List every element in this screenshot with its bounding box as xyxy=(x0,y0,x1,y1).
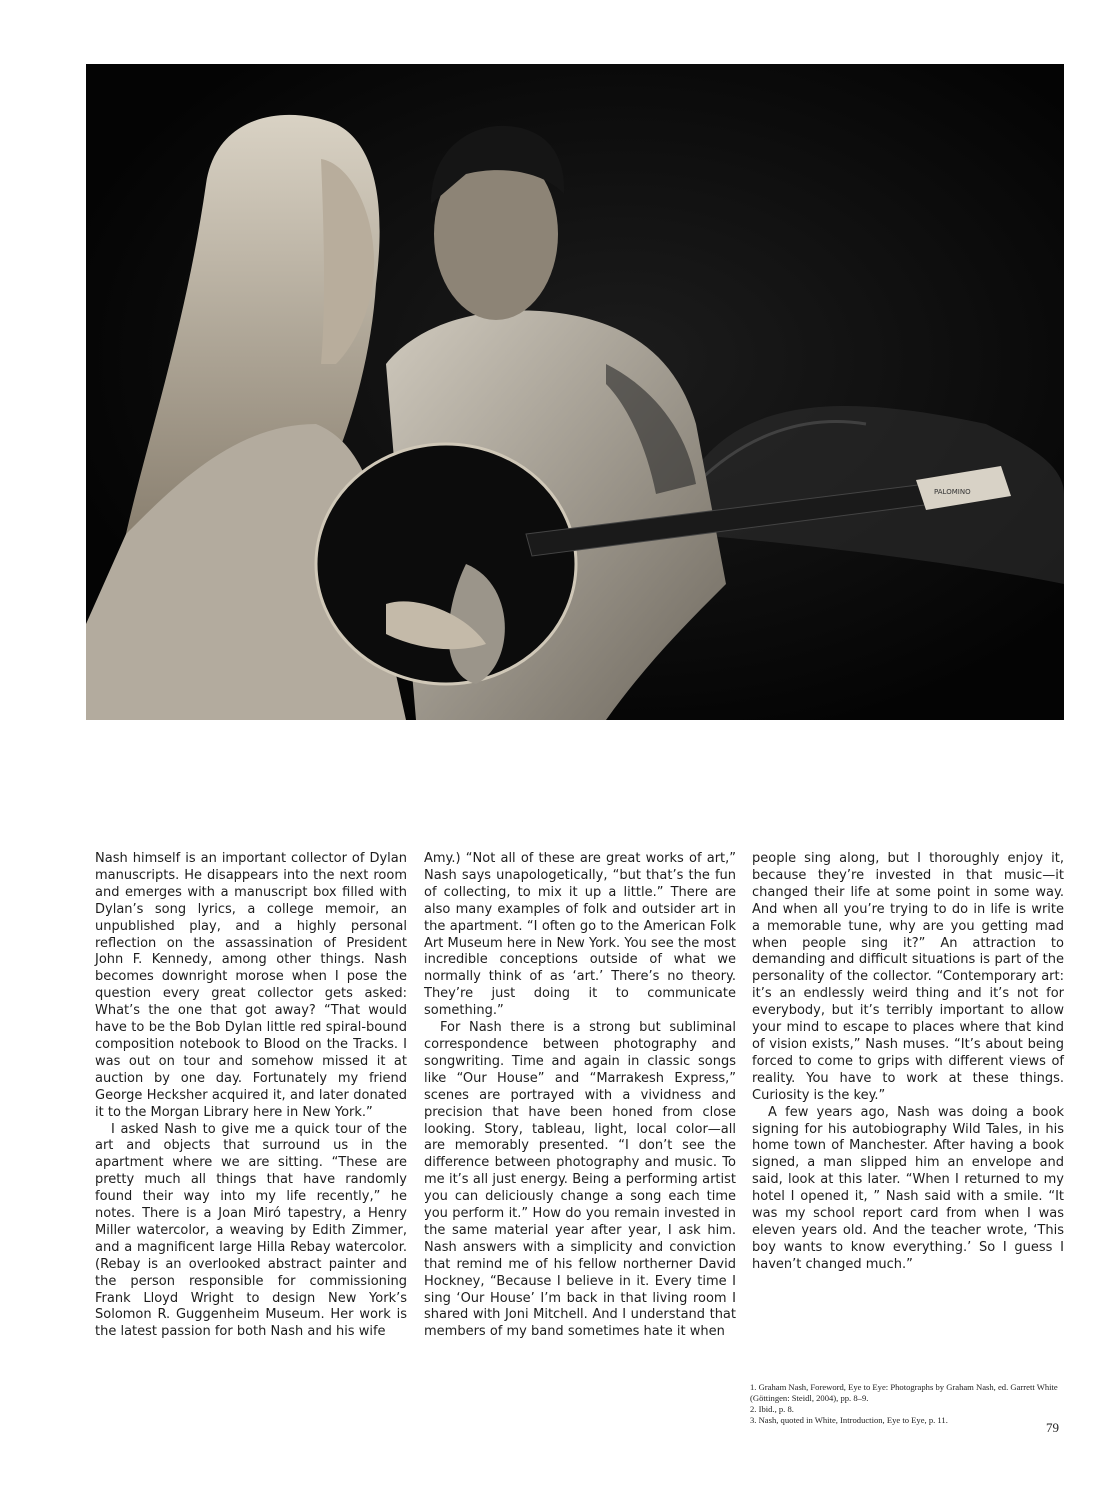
paragraph: I asked Nash to give me a quick tour of the art and objects that surround us in the apartment where we are sitting. “These are pretty much all things that have randomly found their way into my life recently,” he notes. There is a Joan Miró tapestry, a Henry Miller watercolor, a weaving by Edith Zimmer, and a magnificent large Hilla Rebay watercolor. (Rebay is an overlooked abstract painter and the person responsible for commissioning Frank Lloyd Wright to design New York’s Solomon R. Guggenheim Museum. Her work is the latest passion for both Nash and his wife xyxy=(95,1121,407,1340)
footnote: 2. Ibid., p. 8. xyxy=(750,1404,794,1414)
footnote: 1. Graham Nash, Foreword, Eye to Eye: Photographs by Graham Nash, ed. Garrett White (Göttingen: Steidl, 2004), pp. 8–9. xyxy=(750,1382,1058,1403)
photo-illustration xyxy=(86,64,1064,720)
page-number: 79 xyxy=(1046,1420,1059,1435)
footnote: 3. Nash, quoted in White, Introduction, Eye to Eye, p. 11. xyxy=(750,1415,948,1425)
text-column-1 xyxy=(95,851,407,1341)
guitar-brand-text: PALOMINO xyxy=(934,488,971,496)
text-column-3 xyxy=(752,851,1064,1274)
photograph xyxy=(86,64,1064,720)
text-column-2 xyxy=(424,851,736,1341)
paragraph: For Nash there is a strong but subliminal correspondence between photography and songwriting. Time and again in classic songs like “Our House” and “Marrakesh Express,” scenes are portrayed with a vividness and precision that have been honed from close looking. Story, tableau, light, local color—all are memorably presented. “I don’t see the difference between photography and music. To me it’s all just energy. Being a performing artist you can deliciously change a song each time you perform it.” How do you remain invested in the same material year after year, I ask him. Nash answers with a simplicity and conviction that remind me of his fellow northerner David Hockney, “Because I believe in it. Every time I sing ‘Our House’ I’m back in that living room I shared with Joni Mitchell. And I understand that members of my band sometimes hate it when xyxy=(424,1020,736,1340)
paragraph: people sing along, but I thoroughly enjoy it, because they’re invested in that music—it changed their life at some point in some way. And when all you’re trying to do in life is write a memorable tune, why are you getting mad when people sing it?” An attraction to demanding and difficult situations is part of the personality of the collector. “Contemporary art: it’s an endlessly weird thing and it’s not for everybody, but it’s terribly important to allow your mind to escape to places where that kind of vision exists,” Nash muses. “It’s about being forced to come to grips with different views of reality. You have to work at these things. Curiosity is the key.” xyxy=(752,851,1064,1103)
paragraph: A few years ago, Nash was doing a book signing for his autobiography Wild Tales, in his home town of Manchester. After having a book signed, a man slipped him an envelope and said, look at this later. “When I returned to my hotel I opened it, ” Nash said with a smile. “It was my school report card from when I was eleven years old. And the teacher wrote, ‘This boy wants to know everything.’ So I guess I haven’t changed much.” xyxy=(752,1104,1064,1272)
paragraph: Amy.) “Not all of these are great works of art,” Nash says unapologetically, “but that’s the fun of collecting, to mix it up a little.” There are also many examples of folk and outsider art in the apartment. “I often go to the American Folk Art Museum here in New York. You see the most incredible conceptions outside of what we normally think of as ‘art.’ There’s no theory. They’re just doing it to communicate something.” xyxy=(424,851,736,1019)
paragraph: Nash himself is an important collector of Dylan manuscripts. He disappears into the next room and emerges with a manuscript box filled with Dylan’s song lyrics, a college memoir, an unpublished play, and a highly personal reflection on the assassination of President John F. Kennedy, among other things. Nash becomes downright morose when I pose the question every great collector gets asked: What’s the one that got away? “That would have to be the Bob Dylan little red spiral-bound composition notebook to Blood on the Tracks. I was out on tour and somehow missed it at auction by one day. Fortunately my friend George Hecksher acquired it, and later donated it to the Morgan Library here in New York.” xyxy=(95,851,407,1120)
footnotes xyxy=(750,1382,1068,1426)
